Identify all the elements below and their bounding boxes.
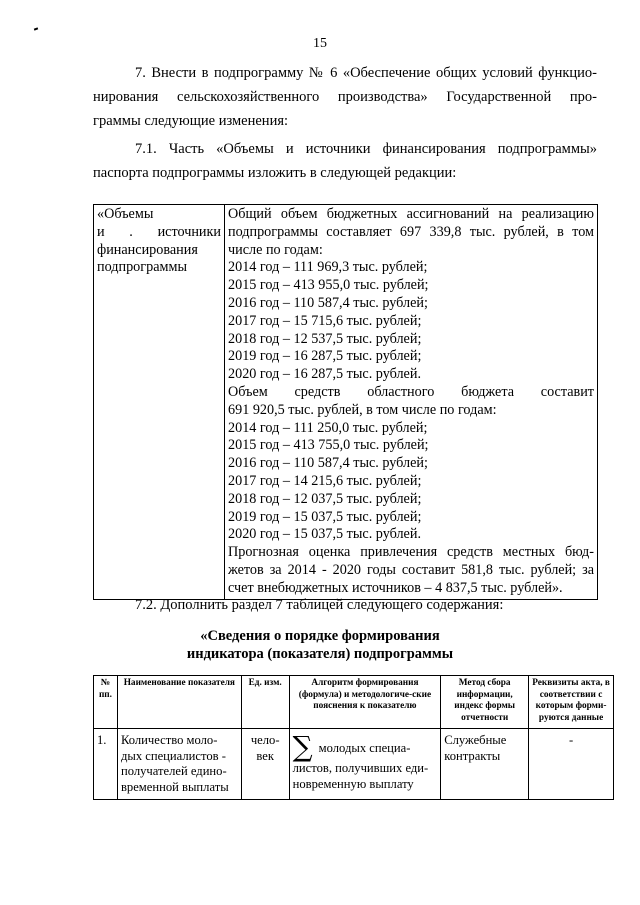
formula-text-cont: листов, получивших еди-новременную выплату [292, 761, 429, 791]
paragraph-line: граммы следующие изменения: [93, 113, 289, 129]
value-line: Объем средств областного бюджета составит [228, 383, 594, 400]
value-line: подпрограммы составляет 697 339,8 тыс. рублей, в том [228, 223, 594, 240]
formula [292, 730, 438, 763]
scan-mark [34, 27, 38, 30]
year-line: 2016 год – 110 587,4 тыс. рублей; [228, 294, 428, 311]
paragraph-line: паспорта подпрограммы изложить в следующей редакции: [93, 165, 457, 181]
header-method: Метод сбора информации, индекс формы отчетности [441, 676, 529, 729]
passport-label-cell [94, 205, 225, 600]
value-line: Общий объем бюджетных ассигнований на реализацию [228, 206, 594, 222]
year-line: 2017 год – 14 215,6 тыс. рублей; [228, 472, 422, 489]
cell-unit: чело-век [241, 729, 289, 800]
label-line: подпрограммы [97, 259, 187, 276]
year-line: 2018 год – 12 037,5 тыс. рублей; [228, 490, 422, 507]
header-requisites: Реквизиты акта, в соответствии с которым форми-руются данные [529, 676, 614, 729]
label-line: «Объемы [97, 206, 154, 222]
value-line: 691 920,5 тыс. рублей, в том числе по годам: [228, 401, 497, 418]
year-line: 2014 год – 111 969,3 тыс. рублей; [228, 259, 428, 276]
header-name: Наименование показателя [117, 676, 241, 729]
label-word: источники [157, 223, 222, 240]
value-line: жетов за 2014 - 2020 годы составит 581,8 тыс. рублей; за [228, 561, 594, 578]
page-number: 15 [313, 36, 327, 51]
paragraph-line: 7.1. Часть «Объемы и источники финансирования подпрограммы» [135, 141, 597, 157]
indicator-header-row [94, 676, 614, 729]
year-line: 2019 год – 16 287,5 тыс. рублей; [228, 348, 422, 365]
cell-num: 1. [94, 729, 118, 800]
header-algorithm: Алгоритм формирования (формула) и методологиче-ские пояснения к показателю [289, 676, 441, 729]
value-line: Прогнозная оценка привлечения средств местных бюд- [228, 544, 594, 561]
label-line [97, 224, 221, 242]
year-line: 2015 год – 413 755,0 тыс. рублей; [228, 437, 429, 454]
year-line: 2015 год – 413 955,0 тыс. рублей; [228, 277, 429, 294]
passport-value-cell [225, 205, 598, 600]
header-unit: Ед. изм. [241, 676, 289, 729]
year-line: 2017 год – 15 715,6 тыс. рублей; [228, 312, 422, 329]
year-line: 2014 год – 111 250,0 тыс. рублей; [228, 419, 428, 436]
table-row [94, 729, 614, 800]
value-line: счет внебюджетных источников – 4 837,5 тыс. рублей». [228, 579, 563, 596]
cell-algorithm [289, 729, 441, 800]
table-title-line: «Сведения о порядке формирования [200, 628, 440, 644]
passport-row [94, 205, 598, 600]
paragraph-line: нирования сельскохозяйственного производства» Государственной про- [93, 89, 597, 105]
label-word: и . [97, 223, 133, 240]
year-line: 2020 год – 15 037,5 тыс. рублей. [228, 526, 421, 543]
paragraph-line: 7. Внести в подпрограмму № 6 «Обеспечение общих условий функцио- [135, 65, 597, 81]
paragraph-7 [93, 61, 597, 133]
table-title [0, 627, 640, 663]
header-num: № пп. [94, 676, 118, 729]
cell-method: Служебные контракты [441, 729, 529, 800]
formula-text: молодых специа- [318, 741, 411, 755]
year-line: 2019 год – 15 037,5 тыс. рублей; [228, 508, 422, 525]
sum-icon: ∑ [292, 730, 313, 763]
paragraph-7-1 [93, 137, 597, 185]
cell-requisites: - [529, 729, 614, 800]
passport-table [93, 204, 598, 600]
value-line: числе по годам: [228, 241, 323, 258]
cell-name: Количество моло-дых специалистов - получателей едино-временной выплаты [117, 729, 241, 800]
year-line: 2018 год – 12 537,5 тыс. рублей; [228, 330, 422, 347]
year-line: 2020 год – 16 287,5 тыс. рублей. [228, 366, 421, 383]
indicator-table [93, 675, 614, 800]
paragraph-7-2: 7.2. Дополнить раздел 7 таблицей следующего содержания: [135, 597, 504, 613]
table-title-line: индикатора (показателя) подпрограммы [186, 646, 454, 662]
year-line: 2016 год – 110 587,4 тыс. рублей; [228, 455, 428, 472]
label-line: финансирования [97, 241, 198, 258]
